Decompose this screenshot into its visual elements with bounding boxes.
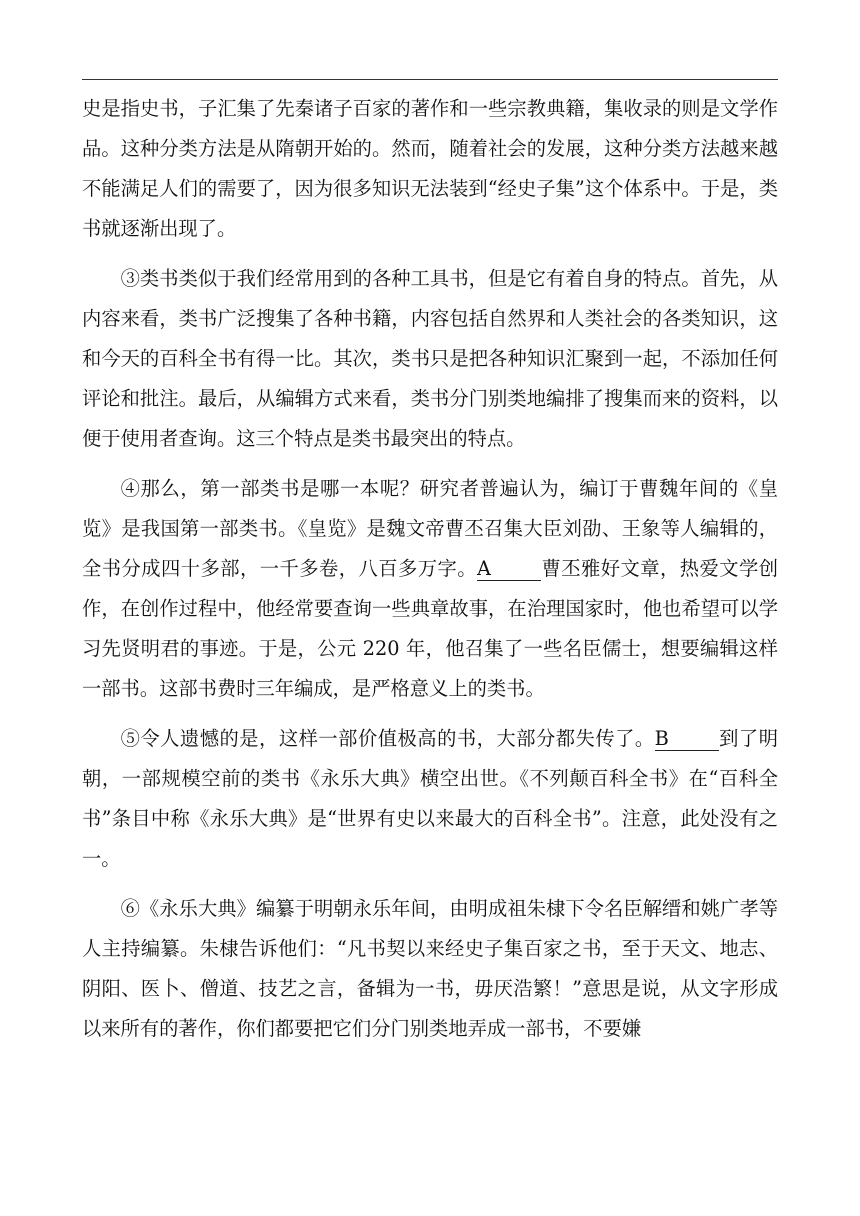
fill-blank-A: A	[477, 558, 541, 581]
paragraph-p3	[82, 469, 778, 709]
paragraph-text: 到了明朝，一部规模空前的类书《永乐大典》横空出世。《不列颠百科全书》在“百科全书”条目中称《永乐大典》是“世界有史以来最大的百科全书”。注意，此处没有之一。	[82, 727, 778, 870]
paragraph-p5	[82, 889, 778, 1049]
paragraph-p1	[82, 89, 778, 249]
paragraph-text: ③类书类似于我们经常用到的各种工具书，但是它有着自身的特点。首先，从内容来看，类书广泛搜集了各种书籍，内容包括自然界和人类社会的各类知识，这和今天的百科全书有得一比。其次，类书只是把各种知识汇聚到一起，不添加任何评论和批注。最后，从编辑方式来看，类书分门别类地编排了搜集而来的资料，以便于使用者查询。这三个特点是类书最突出的特点。	[82, 267, 778, 450]
paragraph-text: 曹丕雅好文章，热爱文学创作，在创作过程中，他经常要查询一些典章故事，在治理国家时，他也希望可以学习先贤明君的事迹。于是，公元 220 年，他召集了一些名臣儒士，想要编辑这样一部书。这部书费时三年编成，是严格意义上的类书。	[82, 557, 778, 700]
header-rule	[82, 79, 778, 80]
document-body	[82, 89, 778, 1049]
paragraph-text: ④那么，第一部类书是哪一本呢？研究者普遍认为，编订于曹魏年间的《皇览》是我国第一部类书。《皇览》是魏文帝曹丕召集大臣刘劭、王象等人编辑的，全书分成四十多部，一千多卷，八百多万字。	[82, 477, 778, 580]
paragraph-text: 史是指史书，子汇集了先秦诸子百家的著作和一些宗教典籍，集收录的则是文学作品。这种分类方法是从隋朝开始的。然而，随着社会的发展，这种分类方法越来越不能满足人们的需要了，因为很多知识无法装到“经史子集”这个体系中。于是，类书就逐渐出现了。	[82, 97, 778, 240]
fill-blank-B: B	[655, 728, 719, 751]
paragraph-text: ⑥《永乐大典》编纂于明朝永乐年间，由明成祖朱棣下令名臣解缙和姚广孝等人主持编纂。朱棣告诉他们：“凡书契以来经史子集百家之书，至于天文、地志、阴阳、医卜、僧道、技艺之言，备辑为一书，毋厌浩繁！”意思是说，从文字形成以来所有的著作，你们都要把它们分门别类地弄成一部书，不要嫌	[82, 897, 778, 1040]
paragraph-p4	[82, 719, 778, 879]
paragraph-text: ⑤令人遗憾的是，这样一部价值极高的书，大部分都失传了。	[120, 727, 655, 750]
paragraph-p2	[82, 259, 778, 459]
